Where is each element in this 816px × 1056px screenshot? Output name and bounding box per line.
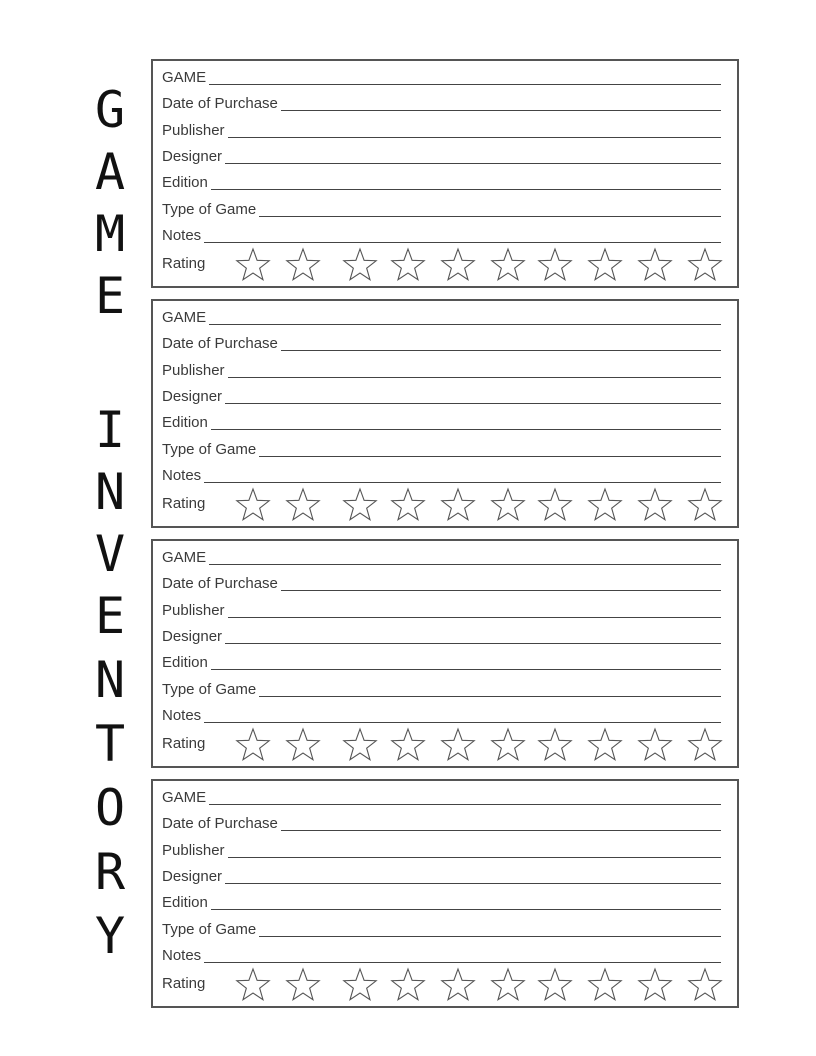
field-write-line[interactable]	[204, 481, 721, 483]
star-outline-icon[interactable]	[439, 247, 477, 283]
field-row	[162, 197, 721, 223]
field-label: GAME	[162, 69, 207, 86]
field-write-line[interactable]	[225, 162, 721, 164]
side-title-letter: O	[94, 779, 126, 837]
star-outline-icon[interactable]	[636, 727, 674, 763]
field-row	[162, 410, 721, 436]
field-write-line[interactable]	[209, 83, 721, 85]
field-row	[162, 65, 721, 91]
star-outline-icon[interactable]	[234, 727, 272, 763]
field-label: Edition	[162, 654, 208, 671]
star-outline-icon[interactable]	[489, 247, 527, 283]
field-row	[162, 864, 721, 890]
field-label: GAME	[162, 549, 207, 566]
field-row	[162, 917, 721, 943]
star-outline-icon[interactable]	[341, 967, 379, 1003]
rating-row	[162, 247, 727, 283]
star-outline-icon[interactable]	[341, 247, 379, 283]
star-outline-icon[interactable]	[489, 727, 527, 763]
star-outline-icon[interactable]	[636, 247, 674, 283]
rating-label: Rating	[162, 735, 206, 752]
star-outline-icon[interactable]	[536, 727, 574, 763]
field-write-line[interactable]	[259, 455, 721, 457]
rating-stars	[234, 247, 730, 283]
field-row	[162, 358, 721, 384]
field-row	[162, 598, 721, 624]
star-outline-icon[interactable]	[636, 967, 674, 1003]
field-write-line[interactable]	[204, 721, 721, 723]
star-outline-icon[interactable]	[489, 967, 527, 1003]
star-outline-icon[interactable]	[686, 967, 724, 1003]
field-row	[162, 890, 721, 916]
star-outline-icon[interactable]	[536, 967, 574, 1003]
field-label: Designer	[162, 868, 223, 885]
field-row	[162, 331, 721, 357]
field-row	[162, 811, 721, 837]
field-label: Date of Purchase	[162, 335, 278, 352]
star-outline-icon[interactable]	[389, 967, 427, 1003]
side-title-letter: E	[94, 587, 126, 645]
field-row	[162, 223, 721, 249]
field-label: Designer	[162, 148, 223, 165]
star-outline-icon[interactable]	[586, 967, 624, 1003]
field-write-line[interactable]	[211, 428, 721, 430]
field-label: Notes	[162, 467, 202, 484]
field-label: Publisher	[162, 362, 225, 379]
star-outline-icon[interactable]	[284, 487, 322, 523]
field-row	[162, 118, 721, 144]
field-label: Designer	[162, 628, 223, 645]
side-title-letter: Y	[94, 907, 126, 965]
field-write-line[interactable]	[228, 136, 721, 138]
star-outline-icon[interactable]	[234, 967, 272, 1003]
field-label: Designer	[162, 388, 223, 405]
star-outline-icon[interactable]	[389, 247, 427, 283]
star-outline-icon[interactable]	[389, 727, 427, 763]
game-card	[151, 779, 739, 1008]
star-outline-icon[interactable]	[341, 727, 379, 763]
field-row	[162, 624, 721, 650]
field-row	[162, 384, 721, 410]
field-row	[162, 144, 721, 170]
rating-row	[162, 727, 727, 763]
field-label: Edition	[162, 174, 208, 191]
field-label: Type of Game	[162, 201, 257, 218]
field-write-line[interactable]	[211, 188, 721, 190]
star-outline-icon[interactable]	[439, 967, 477, 1003]
field-label: GAME	[162, 789, 207, 806]
field-write-line[interactable]	[211, 668, 721, 670]
field-row	[162, 571, 721, 597]
star-outline-icon[interactable]	[489, 487, 527, 523]
star-outline-icon[interactable]	[586, 247, 624, 283]
field-write-line[interactable]	[228, 376, 721, 378]
field-write-line[interactable]	[281, 109, 721, 111]
field-label: Edition	[162, 414, 208, 431]
field-write-line[interactable]	[225, 642, 721, 644]
field-row	[162, 91, 721, 117]
side-title-letter: T	[94, 715, 126, 773]
field-label: Notes	[162, 947, 202, 964]
field-row	[162, 785, 721, 811]
star-outline-icon[interactable]	[389, 487, 427, 523]
field-label: Type of Game	[162, 681, 257, 698]
field-write-line[interactable]	[225, 402, 721, 404]
field-label: Type of Game	[162, 921, 257, 938]
star-outline-icon[interactable]	[586, 487, 624, 523]
star-outline-icon[interactable]	[439, 727, 477, 763]
star-outline-icon[interactable]	[636, 487, 674, 523]
field-label: Notes	[162, 707, 202, 724]
rating-stars	[234, 727, 730, 763]
field-row	[162, 170, 721, 196]
side-title-letter: V	[94, 525, 126, 583]
rating-row	[162, 487, 727, 523]
side-title	[78, 80, 142, 980]
side-title-letter: G	[94, 81, 126, 139]
side-title-letter: R	[94, 843, 126, 901]
field-label: Date of Purchase	[162, 815, 278, 832]
field-write-line[interactable]	[259, 935, 721, 937]
field-write-line[interactable]	[281, 829, 721, 831]
star-outline-icon[interactable]	[686, 487, 724, 523]
field-row	[162, 463, 721, 489]
rating-label: Rating	[162, 495, 206, 512]
field-write-line[interactable]	[228, 856, 721, 858]
rating-label: Rating	[162, 975, 206, 992]
game-card	[151, 539, 739, 768]
game-card	[151, 59, 739, 288]
side-title-letter: A	[94, 143, 126, 201]
star-outline-icon[interactable]	[284, 727, 322, 763]
star-outline-icon[interactable]	[234, 487, 272, 523]
game-card	[151, 299, 739, 528]
field-write-line[interactable]	[228, 616, 721, 618]
star-outline-icon[interactable]	[686, 727, 724, 763]
field-row	[162, 437, 721, 463]
field-write-line[interactable]	[259, 695, 721, 697]
field-write-line[interactable]	[209, 563, 721, 565]
field-row	[162, 838, 721, 864]
field-row	[162, 650, 721, 676]
field-row	[162, 703, 721, 729]
field-write-line[interactable]	[259, 215, 721, 217]
field-label: Publisher	[162, 842, 225, 859]
star-outline-icon[interactable]	[234, 247, 272, 283]
field-row	[162, 943, 721, 969]
star-outline-icon[interactable]	[284, 967, 322, 1003]
field-label: Edition	[162, 894, 208, 911]
star-outline-icon[interactable]	[686, 247, 724, 283]
star-outline-icon[interactable]	[439, 487, 477, 523]
side-title-letter: M	[94, 205, 126, 263]
side-title-letter: I	[94, 401, 126, 459]
side-title-letter: N	[94, 651, 126, 709]
star-outline-icon[interactable]	[341, 487, 379, 523]
field-write-line[interactable]	[209, 803, 721, 805]
rating-row	[162, 967, 727, 1003]
rating-stars	[234, 487, 730, 523]
field-write-line[interactable]	[209, 323, 721, 325]
field-write-line[interactable]	[204, 241, 721, 243]
field-write-line[interactable]	[225, 882, 721, 884]
star-outline-icon[interactable]	[536, 487, 574, 523]
field-label: Date of Purchase	[162, 95, 278, 112]
rating-label: Rating	[162, 255, 206, 272]
field-label: Date of Purchase	[162, 575, 278, 592]
field-row	[162, 545, 721, 571]
star-outline-icon[interactable]	[586, 727, 624, 763]
star-outline-icon[interactable]	[284, 247, 322, 283]
field-row	[162, 677, 721, 703]
field-label: GAME	[162, 309, 207, 326]
field-label: Type of Game	[162, 441, 257, 458]
field-write-line[interactable]	[211, 908, 721, 910]
field-label: Publisher	[162, 122, 225, 139]
star-outline-icon[interactable]	[536, 247, 574, 283]
side-title-letter: N	[94, 463, 126, 521]
side-title-letter: E	[94, 267, 126, 325]
field-row	[162, 305, 721, 331]
field-label: Publisher	[162, 602, 225, 619]
field-label: Notes	[162, 227, 202, 244]
rating-stars	[234, 967, 730, 1003]
field-write-line[interactable]	[204, 961, 721, 963]
field-write-line[interactable]	[281, 589, 721, 591]
field-write-line[interactable]	[281, 349, 721, 351]
